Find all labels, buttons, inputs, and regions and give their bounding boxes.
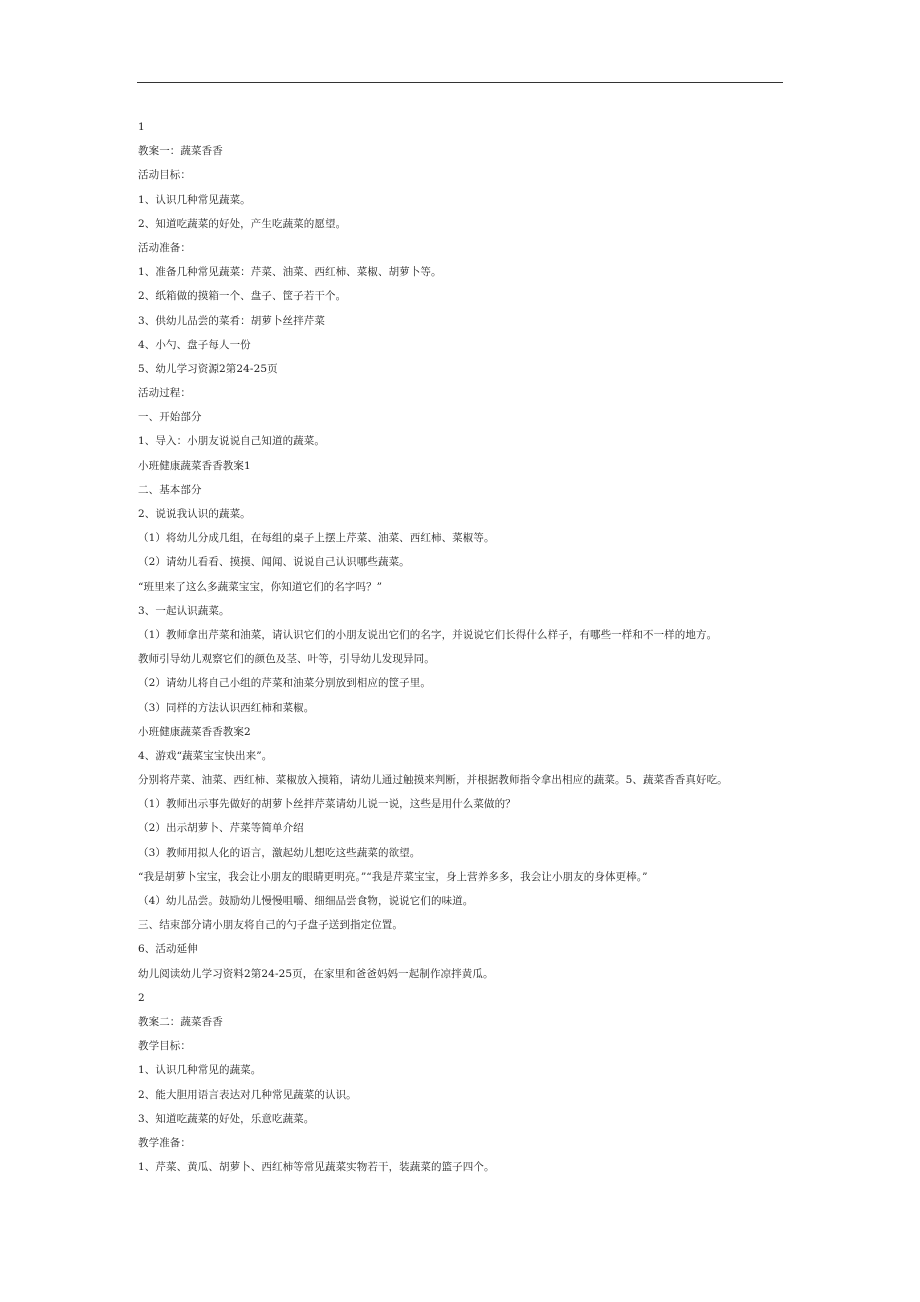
prep-item: 5、幼儿学习资源2第24-25页 [138, 362, 278, 375]
process-step: （1）教师出示事先做好的胡萝卜丝拌芹菜请幼儿说一说，这些是用什么菜做的？ [138, 798, 516, 811]
paragraph-line: 分别将芹菜、油菜、西红柿、菜椒放入摸箱，请幼儿通过触摸来判断，并根据教师指令拿出相应的蔬菜。5、蔬菜香香真好吃。 [138, 774, 728, 787]
prep-item: 4、小勺、盘子每人一份 [138, 338, 251, 351]
process-step: （1）将幼儿分成几组，在每组的桌子上摆上芹菜、油菜、西红柿、菜椒等。 [138, 532, 495, 545]
subheading-end: 三、结束部分请小朋友将自己的勺子盘子送到指定位置。 [138, 919, 403, 932]
document-body [138, 115, 798, 1179]
prep-item: 1、准备几种常见蔬菜：芹菜、油菜、西红柿、菜椒、胡萝卜等。 [138, 266, 442, 279]
process-item: 2、说说我认识的蔬菜。 [138, 508, 251, 520]
process-item: 1、导入：小朋友说说自己知道的蔬菜。 [138, 435, 325, 448]
quote-line: “我是胡萝卜宝宝，我会让小朋友的眼睛更明亮。”“我是芹菜宝宝，身上营养多多，我会让小朋友的身体更棒。” [138, 870, 648, 883]
prep-item: 1、芹菜、黄瓜、胡萝卜、西红柿等常见蔬菜实物若干，装蔬菜的篮子四个。 [138, 1161, 495, 1174]
process-item: 3、一起认识蔬菜。 [138, 604, 230, 617]
subheading-start: 一、开始部分 [138, 411, 202, 424]
prep-item: 2、纸箱做的摸箱一个、盘子、筐子若干个。 [138, 290, 347, 303]
process-item: 4、游戏“蔬菜宝宝快出来”。 [138, 749, 273, 762]
section-number-2: 2 [138, 991, 145, 1004]
goal-item: 3、知道吃蔬菜的好处，乐意吃蔬菜。 [138, 1112, 315, 1125]
process-step: （3）同样的方法认识西红柿和菜椒。 [138, 701, 315, 714]
goal-item: 1、认识几种常见的蔬菜。 [138, 1064, 262, 1077]
goal-item: 1、认识几种常见蔬菜。 [138, 193, 251, 206]
process-step: （4）幼儿品尝。鼓励幼儿慢慢咀嚼、细细品尝食物，说说它们的味道。 [138, 895, 474, 907]
subheading-basic: 二、基本部分 [138, 483, 202, 496]
prep-item: 3、供幼儿品尝的菜肴：胡萝卜丝拌芹菜 [138, 314, 325, 327]
heading-teaching-prep: 教学准备： [138, 1136, 191, 1149]
heading-activity-goals: 活动目标： [138, 169, 191, 182]
heading-activity-prep: 活动准备： [138, 241, 191, 254]
heading-teaching-goals: 教学目标： [138, 1040, 191, 1053]
goal-item: 2、知道吃蔬菜的好处，产生吃蔬菜的愿望。 [138, 217, 347, 230]
paragraph-line: 幼儿阅读幼儿学习资料2第24-25页，在家里和爸爸妈妈一起制作凉拌黄瓜。 [138, 967, 494, 980]
inline-title: 小班健康蔬菜香香教案1 [138, 459, 251, 472]
paragraph-line: 教师引导幼儿观察它们的颜色及茎、叶等，引导幼儿发现异同。 [138, 653, 435, 666]
process-item: 6、活动延伸 [138, 943, 198, 956]
heading-activity-process: 活动过程： [138, 387, 191, 400]
process-step: （1）教师拿出芹菜和油菜，请认识它们的小朋友说出它们的名字，并说说它们长得什么样子，有哪些一样和不一样的地方。 [138, 628, 718, 641]
quote-line: “班里来了这么多蔬菜宝宝，你知道它们的名字吗？” [138, 580, 383, 593]
process-step: （2）出示胡萝卜、芹菜等简单介绍 [138, 822, 304, 835]
goal-item: 2、能大胆用语言表达对几种常见蔬菜的认识。 [138, 1088, 357, 1101]
lesson-title-2: 教案二：蔬菜香香 [138, 1015, 223, 1028]
inline-title: 小班健康蔬菜香香教案2 [138, 725, 251, 738]
section-number-1: 1 [138, 121, 145, 133]
header-rule [137, 82, 783, 83]
process-step: （3）教师用拟人化的语言，激起幼儿想吃这些蔬菜的欲望。 [138, 846, 421, 859]
process-step: （2）请幼儿将自己小组的芹菜和油菜分别放到相应的筐子里。 [138, 677, 431, 690]
process-step: （2）请幼儿看看、摸摸、闻闻、说说自己认识哪些蔬菜。 [138, 556, 410, 569]
lesson-title-1: 教案一：蔬菜香香 [138, 145, 223, 158]
